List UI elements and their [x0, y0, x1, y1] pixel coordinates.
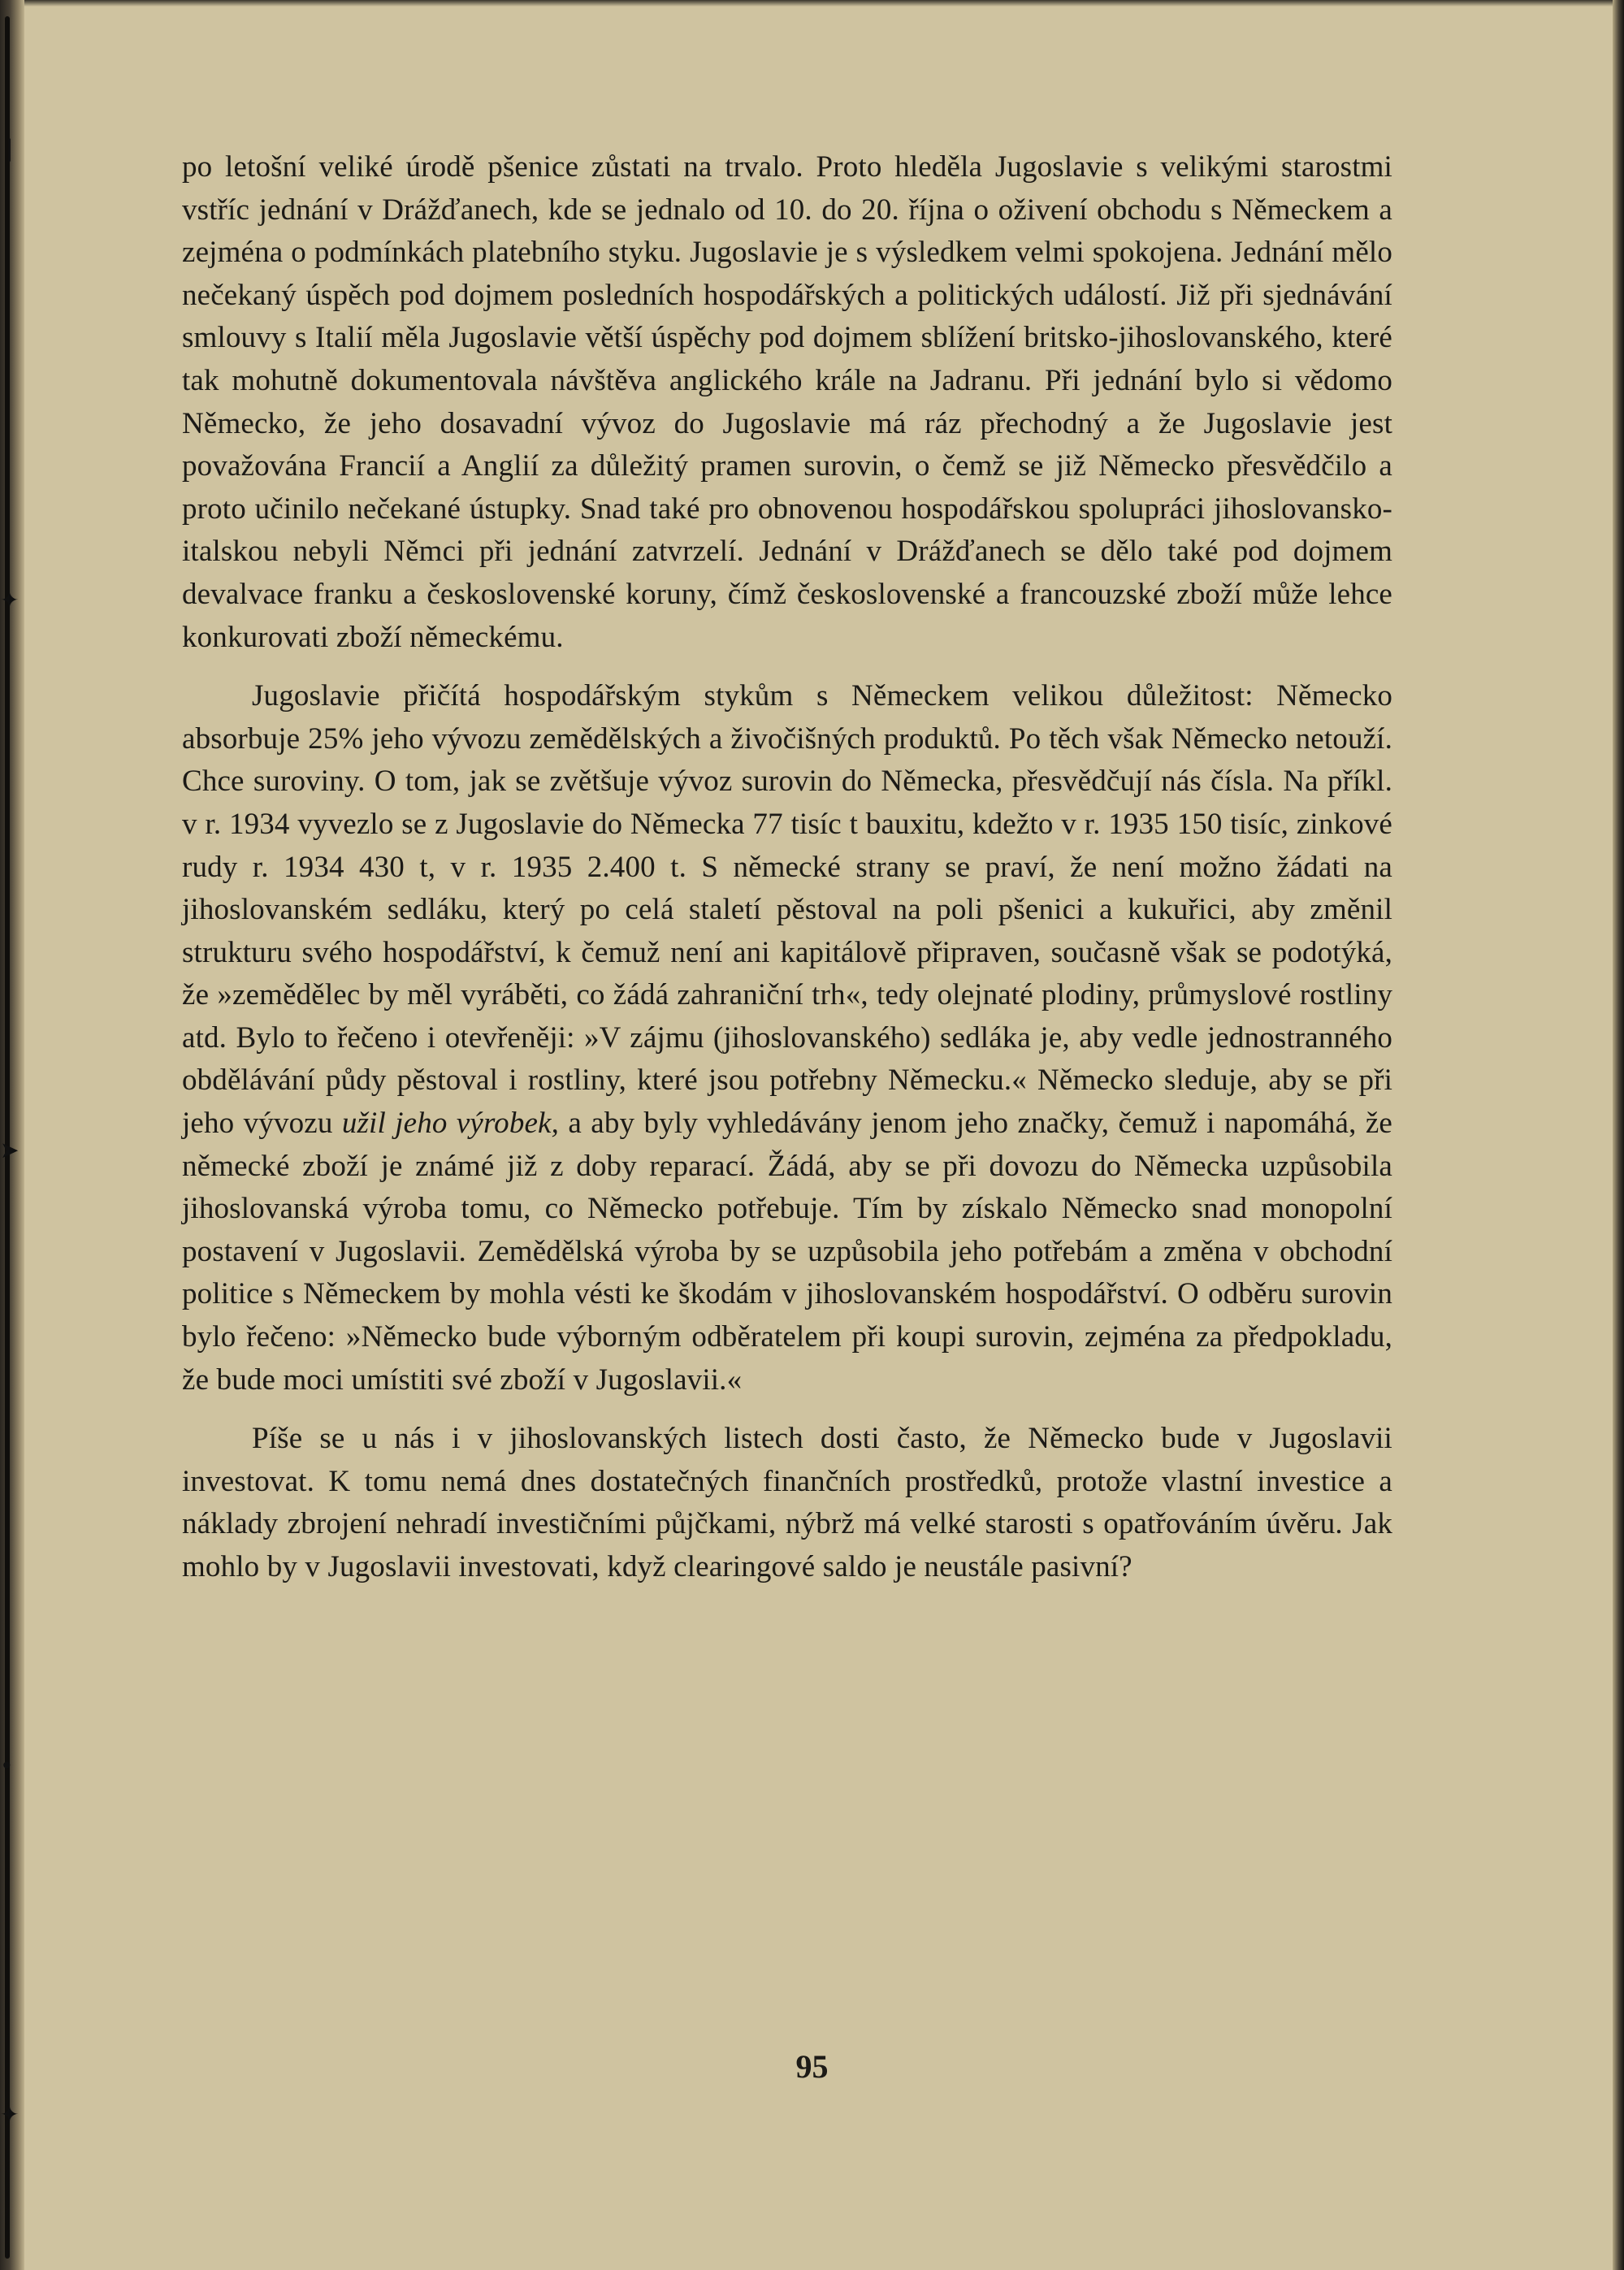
paragraph-2-text-before: Jugoslavie přičítá hospodářským stykům s Německem velikou důležitost: Německo absorbuje 25% jeho vývozu zemědělských a živočišných produktů. Po těch však Německo netouží. Chce suroviny. O tom, jak se zvětšuje vývoz surovin do Německa, přesvědčují nás čísla. Na příkl. v r. 1934 vyvezlo se z Jugoslavie do Německa 77 tisíc t bauxitu, kdežto v r. 1935 150 tisíc, zinkové rudy r. 1934 430 t, v r. 1935 2.400 t. S německé strany se praví, že není možno žádati na jihoslovanském sedláku, který po celá staletí pěstoval na poli pšenici a kukuřici, aby změnil strukturu svého hospodářství, k čemuž není ani kapitálově připraven, současně však se podotýká, že »zemědělec by měl vyráběti, co žádá zahraniční trh«, tedy olejnaté plodiny, průmyslové rostliny atd. Bylo to řečeno i otevřeněji: »V zájmu (jihoslovanského) sedláka je, aby vedle jednostranného obdělávání půdy pěstoval i rostliny, které jsou potřebny Německu.« Německo sleduje, aby se při jeho vývozu	[182, 679, 1392, 1141]
binding-arrow-mark: ➤	[0, 1137, 19, 1163]
book-binding	[0, 0, 24, 2270]
page-body	[182, 146, 1392, 1589]
paragraph-1: po letošní veliké úrodě pšenice zůstati na trvalo. Proto hleděla Jugoslavie s velikými starostmi vstříc jednání v Drážďanech, kde se jednalo od 10. do 20. října o oživení obchodu s Německem a zejména o podmínkách platebního styku. Jugoslavie je s výsledkem velmi spokojena. Jednání mělo nečekaný úspěch pod dojmem posledních hospodářských a politických událostí. Již při sjednávání smlouvy s Italií měla Jugoslavie větší úspěchy pod dojmem sblížení britsko-jihoslovanského, které tak mohutně dokumentovala návštěva anglického krále na Jadranu. Při jednání bylo si vědomo Německo, že jeho dosavadní vývoz do Jugoslavie má ráz přechodný a že Jugoslavie jest považována Francií a Anglií za důležitý pramen surovin, o čemž se již Německo přesvědčilo a proto učinilo nečekané ústupky. Snad také pro obnovenou hospodářskou spolupráci jihoslovansko-italskou nebyli Němci při jednání zatvrzelí. Jednání v Drážďanech se dělo také pod dojmem devalvace franku a československé koruny, čímž československé a francouzské zboží může lehce konkurovati zboží německému.	[182, 150, 1392, 654]
binding-arrow-mark: ✦	[0, 587, 19, 613]
page-number: 95	[795, 2048, 829, 2085]
page-top-edge	[0, 0, 1624, 6]
paragraph-2-emphasis: užil jeho výrobek,	[341, 1107, 560, 1141]
binding-tab-mark: •	[0, 1752, 14, 1779]
paragraph-2	[182, 675, 1392, 1401]
binding-arrow-mark: ✦	[0, 2101, 19, 2128]
paragraph-3: Píše se u nás i v jihoslovanských listech dosti často, že Německo bude v Jugoslavii investovat. K tomu nemá dnes dostatečných finančních prostředků, protože vlastní investice a náklady zbrojení nehradí investičními půjčkami, nýbrž má velké starosti s opatřováním úvěru. Jak mohlo by v Jugoslavii investovati, když clearingové saldo je neustále pasivní?	[182, 1422, 1392, 1583]
page-right-edge	[1613, 0, 1624, 2270]
binding-tab-mark: ❘	[0, 135, 19, 162]
paragraph-2-text-after: a aby byly vyhledávány jenom jeho značky, čemuž i napomáhá, že německé zboží je známé již z doby reparací. Žádá, aby se při dovozu do Německa uzpůsobila jihoslovanská výroba tomu, co Německo potřebuje. Tím by získalo Německo snad monopolní postavení v Jugoslavii. Zemědělská výroba by se uzpůsobila jeho potřebám a změna v obchodní politice s Německem by mohla vésti ke škodám v jihoslovanském hospodářství. O odběru surovin bylo řečeno: »Německo bude výborným odběratelem při koupi surovin, zejména za předpokladu, že bude moci umístiti své zboží v Jugoslavii.«	[182, 1107, 1393, 1397]
